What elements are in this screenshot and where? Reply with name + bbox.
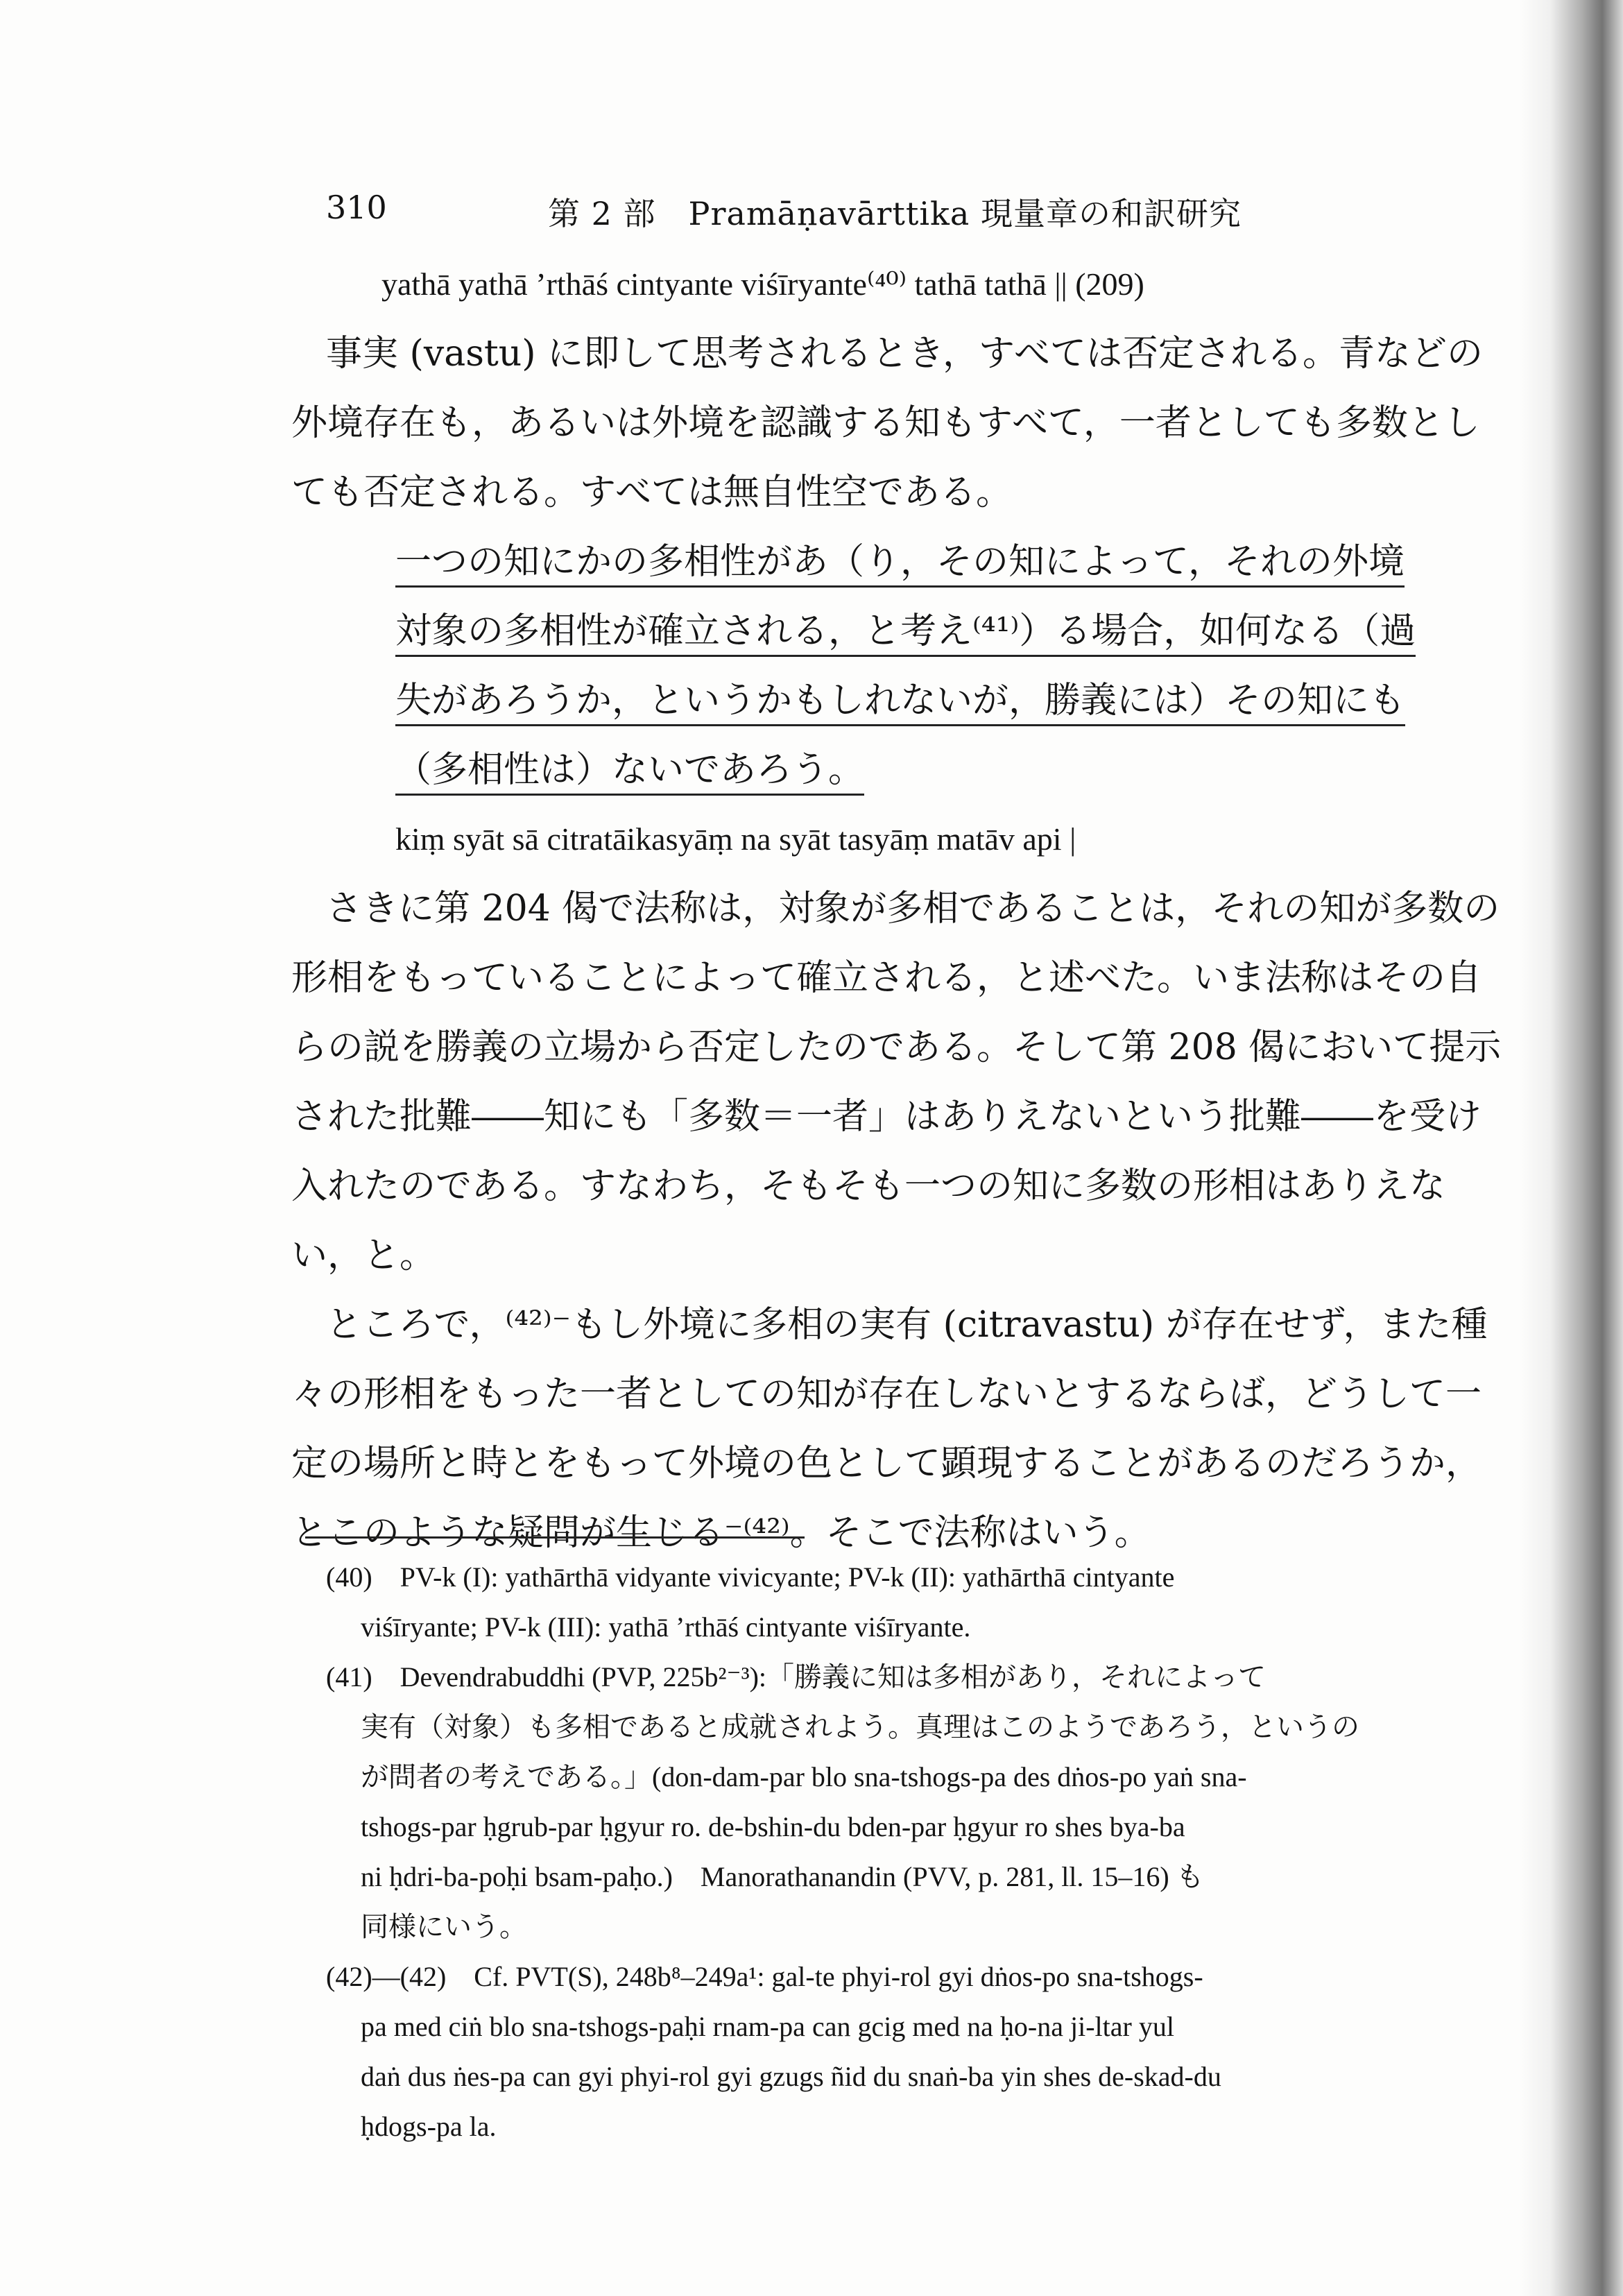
quote-text: 失があろうか，というかもしれないが，勝義には）その知にも — [395, 680, 1405, 726]
footnote-divider — [305, 1536, 805, 1539]
text-line: 外境存在も，あるいは外境を認識する知もすべて，一者としても多数とし — [291, 402, 1480, 444]
verse-210a: kiṃ syāt sā citratāikasyāṃ na syāt tasyāṃ matāv api | — [395, 821, 1076, 857]
verse-209: yathā yathā ’rthāś cintyante viśīryante⁽⁴⁰⁾ tathā tathā || (209) — [381, 266, 1144, 302]
footnote-line: viśīryante; PV-k (III): yathā ’rthāś cintyante viśīryante. — [361, 1611, 971, 1643]
footnote-line: daṅ dus ṅes-pa can gyi phyi-rol gyi gzugs ñid du snaṅ-ba yin shes de-skad-du — [361, 2061, 1221, 2092]
quote-line — [395, 597, 1429, 666]
quote-line — [395, 735, 1429, 805]
footnote-line: (42)—(42) Cf. PVT(S), 248b⁸–249a¹: gal-te phyi-rol gyi dṅos-po sna-tshogs- — [326, 1961, 1203, 1992]
running-title: 第 2 部 Pramāṇavārttika 現量章の和訳研究 — [548, 195, 1242, 232]
text-line: らの説を勝義の立場から否定したのである。そして第 208 偈において提示 — [291, 1027, 1502, 1068]
text-line: された批難――知にも「多数＝一者」はありえないという批難――を受け — [291, 1096, 1482, 1138]
footnote-line: ḥdogs-pa la. — [361, 2111, 497, 2142]
book-binding-shadow — [1519, 0, 1623, 2296]
text-line: 定の場所と時とをもって外境の色として顕現することがあるのだろうか， — [291, 1443, 1482, 1484]
footnote-line: tshogs-par ḥgrub-par ḥgyur ro. de-bshin-du bden-par ḥgyur ro shes bya-ba — [361, 1811, 1185, 1842]
quote-text: 対象の多相性が確立される，と考え⁽⁴¹⁾）る場合，如何なる（過 — [395, 610, 1416, 657]
text-line: 形相をもっていることによって確立される，と述べた。いま法称はその自 — [291, 957, 1482, 999]
text-line: い，と。 — [291, 1235, 436, 1276]
footnote-line: が問者の考えである。」(don-dam-par blo sna-tshogs-pa des dṅos-po yaṅ sna- — [361, 1761, 1247, 1792]
footnote-line: (40) PV-k (I): yathārthā vidyante vivicyante; PV-k (II): yathārthā cintyante — [326, 1561, 1175, 1593]
footnote-line: 同様にいう。 — [361, 1911, 527, 1942]
text-line: 事実 (vastu) に即して思考されるとき，すべては否定される。青などの — [326, 333, 1483, 375]
footnotes — [326, 1552, 1450, 2152]
footnote-line: 実有（対象）も多相であると成就されよう。真理はこのようであろう，というの — [361, 1711, 1359, 1742]
main-text — [291, 250, 1502, 1568]
footnote-line: ni ḥdri-ba-poḥi bsam-paḥo.) Manorathanandin (PVV, p. 281, ll. 15–16) も — [361, 1861, 1204, 1892]
text-line: さきに第 204 偈で法称は，対象が多相であることは，それの知が多数の — [326, 888, 1500, 929]
page-number: 310 — [326, 189, 387, 226]
quote-text: （多相性は）ないであろう。 — [395, 749, 864, 796]
text-line: とこのような疑問が生じる⁻⁽⁴²⁾。そこで法称はいう。 — [291, 1512, 1151, 1554]
page-header — [326, 189, 1574, 244]
paragraph-1 — [291, 319, 1483, 527]
footnote-40 — [326, 1552, 1450, 1652]
text-line: 入れたのである。すなわち，そもそも一つの知に多数の形相はありえな — [291, 1165, 1446, 1207]
text-line: ても否定される。すべては無自性空である。 — [291, 472, 1012, 513]
footnote-41 — [326, 1652, 1450, 1952]
quote-text: 一つの知にかの多相性があ（り，その知によって，それの外境 — [395, 541, 1405, 588]
underlined-translation — [291, 527, 1429, 805]
paragraph-3 — [291, 1290, 1488, 1568]
text-line: ところで，⁽⁴²⁾⁻もし外境に多相の実有 (citravastu) が存在せず，また種 — [326, 1304, 1488, 1346]
quote-line — [395, 527, 1429, 597]
footnote-line: pa med ciṅ blo sna-tshogs-paḥi rnam-pa can gcig med na ḥo-na ji-ltar yul — [361, 2011, 1174, 2042]
footnote-line: (41) Devendrabuddhi (PVP, 225b²⁻³):「勝義に知は多相があり，それによって — [326, 1661, 1266, 1693]
paragraph-2 — [291, 874, 1502, 1290]
footnote-42 — [326, 1952, 1450, 2152]
quote-line — [395, 666, 1429, 735]
text-line: 々の形相をもった一者としての知が存在しないとするならば，どうして一 — [291, 1373, 1482, 1415]
